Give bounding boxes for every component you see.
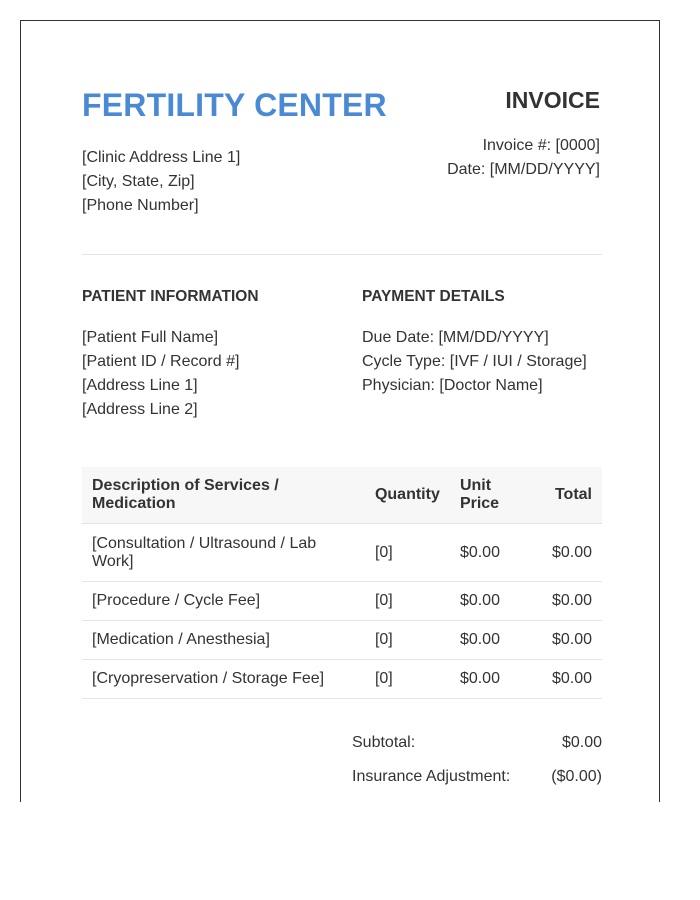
totals-summary	[352, 733, 602, 801]
patient-information	[82, 288, 259, 422]
table-row	[82, 621, 602, 660]
invoice-page	[20, 20, 660, 802]
insurance-adjustment-row	[352, 767, 602, 801]
invoice-meta	[447, 134, 600, 182]
payment-physician: Physician: [Doctor Name]	[362, 377, 543, 394]
insurance-adjustment-value: ($0.00)	[551, 768, 602, 785]
table-row	[82, 660, 602, 699]
patient-address-line-1: [Address Line 1]	[82, 377, 198, 394]
row-unit-price: $0.00	[450, 660, 542, 699]
subtotal-row	[352, 733, 602, 767]
header-description: Description of Services / Medication	[82, 467, 365, 524]
services-table	[82, 467, 602, 699]
clinic-name: FERTILITY CENTER	[82, 87, 387, 123]
row-total: $0.00	[542, 524, 602, 582]
row-unit-price: $0.00	[450, 524, 542, 582]
patient-name: [Patient Full Name]	[82, 329, 219, 346]
table-row	[82, 524, 602, 582]
row-quantity: [0]	[365, 621, 450, 660]
clinic-phone: [Phone Number]	[82, 197, 199, 214]
patient-heading: PATIENT INFORMATION	[82, 288, 259, 305]
row-description: [Procedure / Cycle Fee]	[82, 582, 365, 621]
payment-due-date: Due Date: [MM/DD/YYYY]	[362, 329, 549, 346]
row-unit-price: $0.00	[450, 621, 542, 660]
row-total: $0.00	[542, 582, 602, 621]
clinic-address	[82, 146, 240, 218]
row-quantity: [0]	[365, 524, 450, 582]
payment-cycle-type: Cycle Type: [IVF / IUI / Storage]	[362, 353, 587, 370]
row-quantity: [0]	[365, 660, 450, 699]
row-quantity: [0]	[365, 582, 450, 621]
row-description: [Cryopreservation / Storage Fee]	[82, 660, 365, 699]
insurance-adjustment-label: Insurance Adjustment:	[352, 768, 511, 785]
row-unit-price: $0.00	[450, 582, 542, 621]
patient-address-line-2: [Address Line 2]	[82, 401, 198, 418]
row-total: $0.00	[542, 621, 602, 660]
subtotal-label: Subtotal:	[352, 734, 416, 751]
patient-id: [Patient ID / Record #]	[82, 353, 240, 370]
row-description: [Medication / Anesthesia]	[82, 621, 365, 660]
invoice-number: Invoice #: [0000]	[482, 137, 600, 154]
payment-heading: PAYMENT DETAILS	[362, 288, 505, 305]
clinic-city-state-zip: [City, State, Zip]	[82, 173, 195, 190]
header-divider	[82, 254, 602, 255]
payment-details	[362, 288, 587, 398]
clinic-address-line: [Clinic Address Line 1]	[82, 149, 241, 166]
row-total: $0.00	[542, 660, 602, 699]
header-quantity: Quantity	[365, 467, 450, 524]
header-unit-price: Unit Price	[450, 467, 542, 524]
table-header-row	[82, 467, 602, 524]
invoice-date: Date: [MM/DD/YYYY]	[447, 161, 600, 178]
subtotal-value: $0.00	[561, 734, 602, 751]
table-row	[82, 582, 602, 621]
row-description: [Consultation / Ultrasound / Lab Work]	[82, 524, 365, 582]
invoice-title: INVOICE	[505, 87, 600, 113]
header-total: Total	[542, 467, 602, 524]
